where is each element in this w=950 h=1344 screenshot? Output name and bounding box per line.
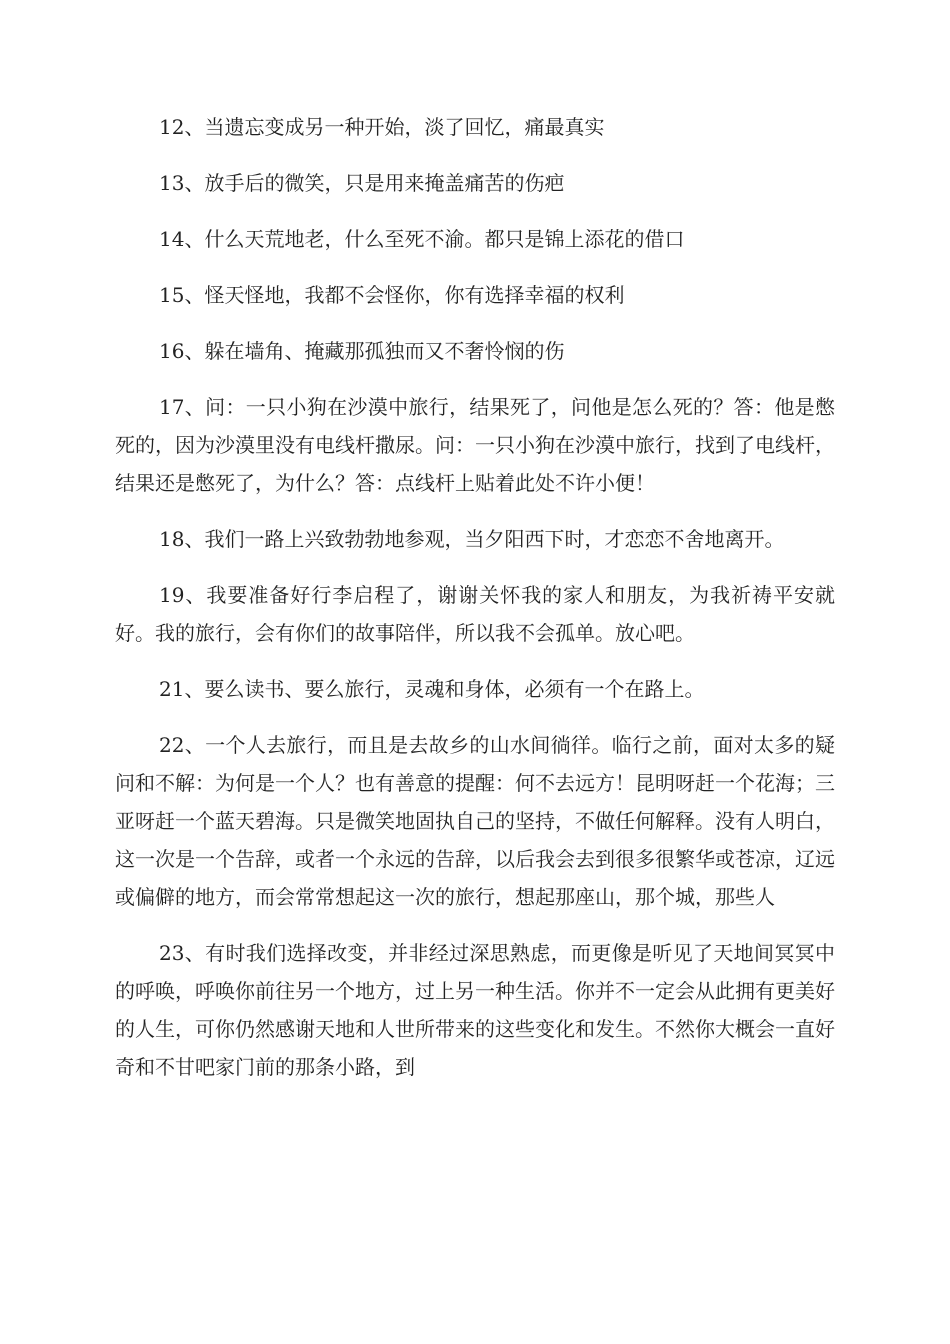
paragraph-18: 18、我们一路上兴致勃勃地参观，当夕阳西下时，才恋恋不舍地离开。 xyxy=(159,527,785,551)
paragraph-21: 21、要么读书、要么旅行，灵魂和身体，必须有一个在路上。 xyxy=(159,677,705,701)
paragraph-14: 14、什么天荒地老，什么至死不渝。都只是锦上添花的借口 xyxy=(159,227,685,251)
paragraph-12: 12、当遗忘变成另一种开始，淡了回忆，痛最真实 xyxy=(159,115,605,139)
paragraph-13: 13、放手后的微笑，只是用来掩盖痛苦的伤疤 xyxy=(159,171,565,195)
paragraph-22: 22、一个人去旅行，而且是去故乡的山水间徜徉。临行之前，面对太多的疑问和不解：为何是一个人？也有善意的提醒：何不去远方！昆明呀赶一个花海；三亚呀赶一个蓝天碧海。只是微笑地固执自己的坚持，不做任何解释。没有人明白，这一次是一个告辞，或者一个永远的告辞，以后我会去到很多很繁华或苍凉，辽远或偏僻的地方，而会常常想起这一次的旅行，想起那座山，那个城，那些人 xyxy=(115,733,835,909)
paragraph-23: 23、有时我们选择改变，并非经过深思熟虑，而更像是听见了天地间冥冥中的呼唤，呼唤你前往另一个地方，过上另一种生活。你并不一定会从此拥有更美好的人生，可你仍然感谢天地和人世所带来的这些变化和发生。不然你大概会一直好奇和不甘吧家门前的那条小路，到 xyxy=(115,941,835,1079)
document-body xyxy=(115,108,835,1104)
paragraph-15: 15、怪天怪地，我都不会怪你，你有选择幸福的权利 xyxy=(159,283,625,307)
paragraph-19: 19、我要准备好行李启程了，谢谢关怀我的家人和朋友，为我祈祷平安就好。我的旅行，会有你们的故事陪伴，所以我不会孤单。放心吧。 xyxy=(115,583,835,645)
paragraph-17: 17、问：一只小狗在沙漠中旅行，结果死了，问他是怎么死的？答：他是憋死的，因为沙漠里没有电线杆撒尿。问：一只小狗在沙漠中旅行，找到了电线杆，结果还是憋死了，为什么？答：点线杆上贴着此处不许小便！ xyxy=(115,395,835,495)
paragraph-16: 16、躲在墙角、掩藏那孤独而又不奢怜悯的伤 xyxy=(159,339,565,363)
